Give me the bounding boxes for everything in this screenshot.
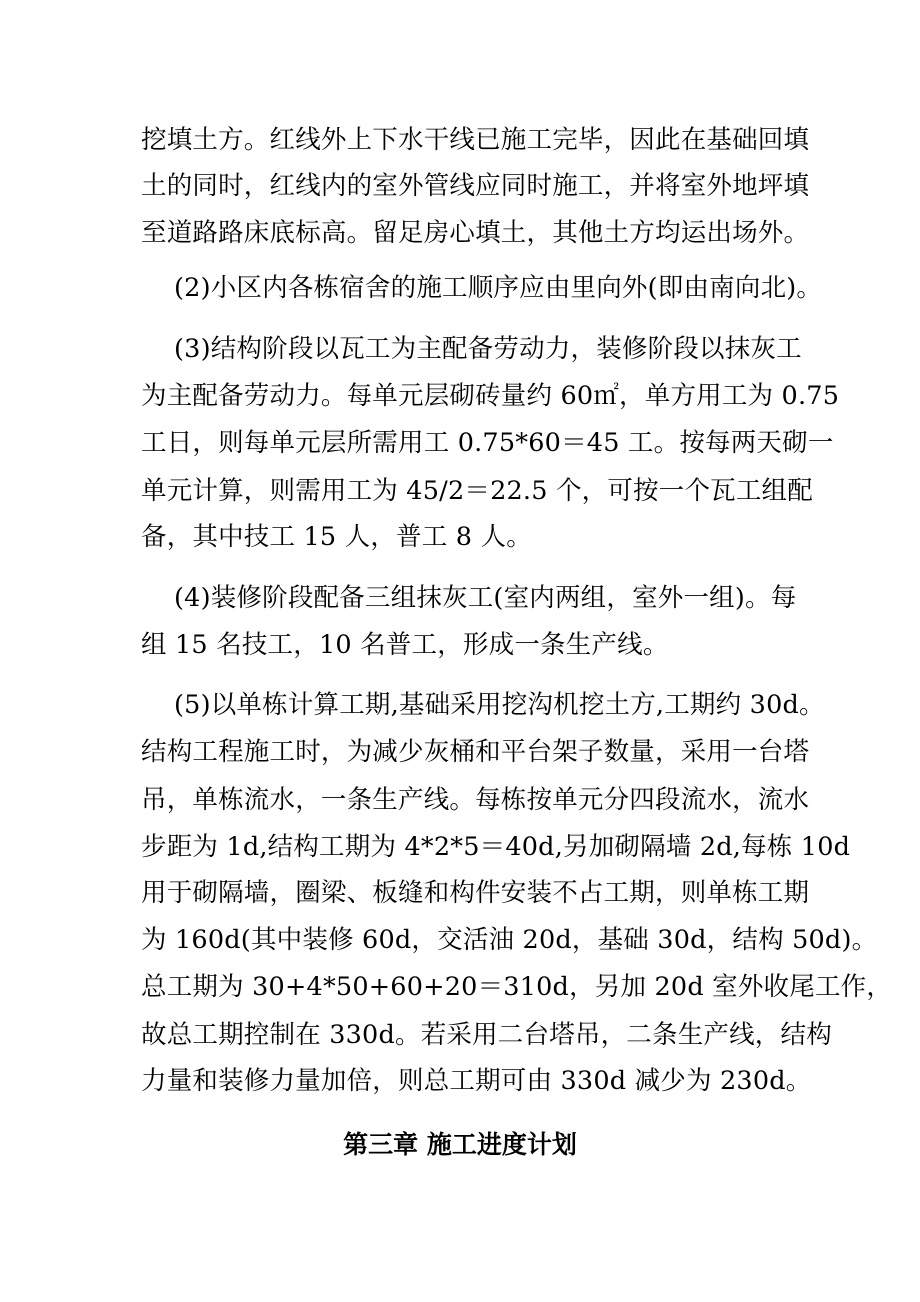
text-line: 总工期为 30+4*50+60+20＝310d，另加 20d 室外收尾工作， xyxy=(141,972,893,1002)
text-line: (2)小区内各栋宿舍的施工顺序应由里向外(即由南向北)。 xyxy=(174,273,823,303)
text-line: 力量和装修力量加倍，则总工期可由 330d 减少为 230d。 xyxy=(141,1066,812,1096)
text-line: 挖填土方。红线外上下水干线已施工完毕，因此在基础回填 xyxy=(141,125,810,155)
text-line: 步距为 1d,结构工期为 4*2*5＝40d,另加砌隔墙 2d,每栋 10d xyxy=(141,832,851,862)
text-line: 单元计算，则需用工为 45/2＝22.5 个，可按一个瓦工组配 xyxy=(141,476,813,506)
text-line: (5)以单栋计算工期,基础采用挖沟机挖土方,工期约 30d。 xyxy=(174,690,825,720)
text-line: 结构工程施工时，为减少灰桶和平台架子数量，采用一台塔 xyxy=(141,737,810,767)
text-line: 故总工期控制在 330d。若采用二台塔吊，二条生产线，结构 xyxy=(141,1020,832,1050)
text-line: (3)结构阶段以瓦工为主配备劳动力，装修阶段以抹灰工 xyxy=(174,334,802,364)
text-line: 至道路路床底标高。留足房心填土，其他土方均运出场外。 xyxy=(141,218,810,248)
text-line: 为主配备劳动力。每单元层砌砖量约 60㎡，单方用工为 0.75 xyxy=(141,381,840,411)
text-line: 工日，则每单元层所需用工 0.75*60＝45 工。按每两天砌一 xyxy=(141,428,834,458)
text-line: 为 160d(其中装修 60d，交活油 20d，基础 30d，结构 50d)。 xyxy=(141,925,878,955)
text-line: 用于砌隔墙，圈梁、板缝和构件安装不占工期，则单栋工期 xyxy=(141,878,810,908)
text-line: 吊，单栋流水，一条生产线。每栋按单元分四段流水，流水 xyxy=(141,785,810,815)
text-line: 土的同时，红线内的室外管线应同时施工，并将室外地坪填 xyxy=(141,171,810,201)
text-line: 备，其中技工 15 人，普工 8 人。 xyxy=(141,522,532,552)
text-line: 组 15 名技工，10 名普工，形成一条生产线。 xyxy=(141,630,669,660)
chapter-heading: 第三章 施工进度计划 xyxy=(343,1130,577,1159)
text-line: (4)装修阶段配备三组抹灰工(室内两组，室外一组)。每 xyxy=(174,583,797,613)
